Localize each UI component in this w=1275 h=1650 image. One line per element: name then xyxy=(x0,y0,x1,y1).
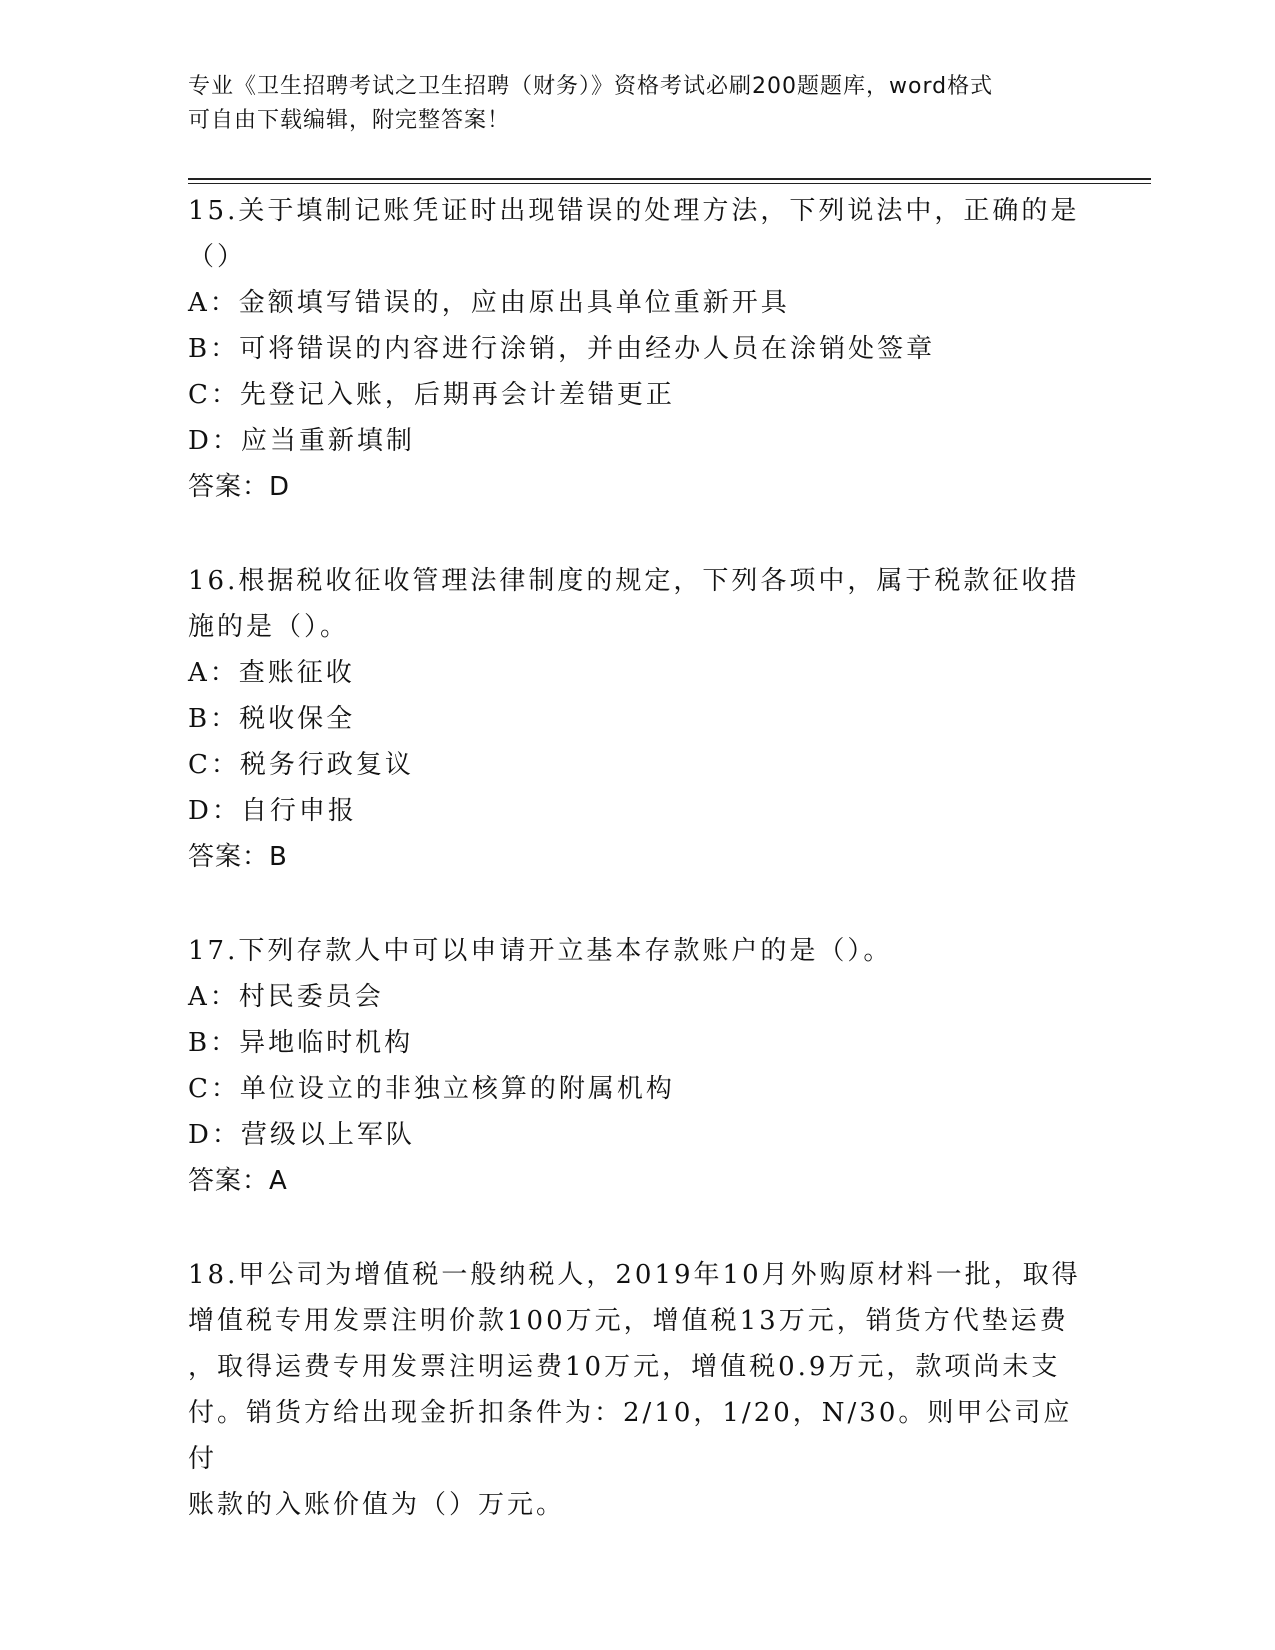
header-divider-thick xyxy=(188,178,1151,180)
question-15 xyxy=(188,188,1088,510)
option-b: B：可将错误的内容进行涂销，并由经办人员在涂销处签章 xyxy=(188,334,936,364)
question-text: 下列存款人中可以申请开立基本存款账户的是（）。 xyxy=(238,936,893,966)
document-header xyxy=(188,70,1088,138)
question-number: 17. xyxy=(188,936,239,966)
option-c: C：税务行政复议 xyxy=(188,750,414,780)
option-b: B：税收保全 xyxy=(188,704,356,734)
option-c: C：先登记入账，后期再会计差错更正 xyxy=(188,380,675,410)
spacer xyxy=(188,510,1088,558)
question-text: 甲公司为增值税一般纳税人，2019年10月外购原材料一批，取得 xyxy=(238,1260,1081,1290)
option-a: A：查账征收 xyxy=(188,658,355,688)
spacer xyxy=(188,1204,1088,1252)
question-16 xyxy=(188,558,1088,880)
header-line-2: 可自由下载编辑，附完整答案！ xyxy=(188,108,511,133)
answer-line: 答案：A xyxy=(188,1166,288,1196)
question-text-continued: 增值税专用发票注明价款100万元，增值税13万元，销货方代垫运费 xyxy=(188,1306,1069,1336)
question-17 xyxy=(188,928,1088,1204)
option-b: B：异地临时机构 xyxy=(188,1028,414,1058)
option-d: D：营级以上军队 xyxy=(188,1120,415,1150)
question-text-continued: 账款的入账价值为（）万元。 xyxy=(188,1490,566,1520)
option-a: A：金额填写错误的，应由原出具单位重新开具 xyxy=(188,288,790,318)
answer-line: 答案：D xyxy=(188,472,291,502)
option-a: A：村民委员会 xyxy=(188,982,384,1012)
question-18 xyxy=(188,1252,1088,1528)
question-text-continued: 付。销货方给出现金折扣条件为：2/10，1/20，N/30。则甲公司应付 xyxy=(188,1398,1073,1474)
question-number: 15. xyxy=(188,196,239,226)
question-text: 关于填制记账凭证时出现错误的处理方法，下列说法中，正确的是 xyxy=(238,196,1080,226)
option-c: C：单位设立的非独立核算的附属机构 xyxy=(188,1074,675,1104)
header-line-1: 专业《卫生招聘考试之卫生招聘（财务）》资格考试必刷200题题库，word格式 xyxy=(188,74,994,99)
question-text-continued: 施的是（）。 xyxy=(188,612,350,642)
question-text: 根据税收征收管理法律制度的规定，下列各项中，属于税款征收措 xyxy=(238,566,1080,596)
option-d: D：自行申报 xyxy=(188,796,357,826)
question-text-continued: （） xyxy=(188,242,247,272)
question-number: 18. xyxy=(188,1260,239,1290)
header-divider-thin xyxy=(188,183,1151,184)
question-list xyxy=(188,188,1088,1528)
spacer xyxy=(188,880,1088,928)
answer-line: 答案：B xyxy=(188,842,288,872)
option-d: D：应当重新填制 xyxy=(188,426,415,456)
question-text-continued: ，取得运费专用发票注明运费10万元，增值税0.9万元，款项尚未支 xyxy=(188,1352,1061,1382)
question-number: 16. xyxy=(188,566,239,596)
